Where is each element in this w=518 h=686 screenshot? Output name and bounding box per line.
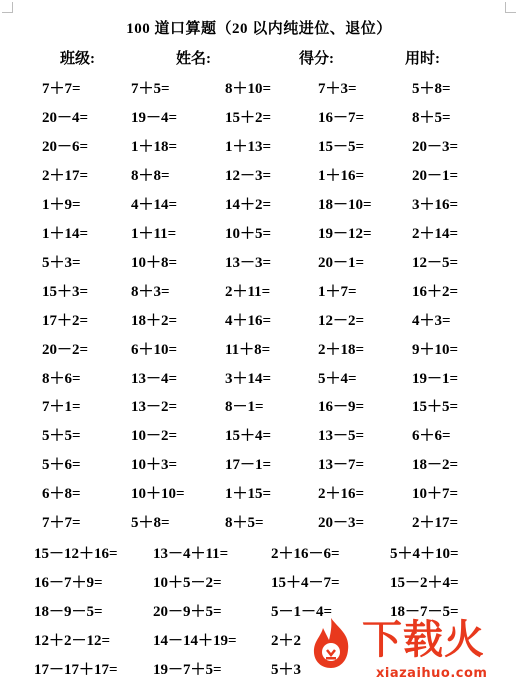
mixed-problem-r1-c2: 13－4＋11= — [153, 546, 229, 562]
problem-r1-c1: 7＋7= — [42, 81, 81, 97]
flame-logo-icon — [308, 616, 354, 670]
problem-r14-c3: 17－1= — [225, 457, 272, 473]
problem-r1-c4: 7＋3= — [318, 81, 357, 97]
problem-r7-c2: 10＋8= — [131, 255, 178, 271]
mixed-problem-r4-c2: 14－14＋19= — [153, 633, 237, 649]
score-label: 得分: — [299, 51, 334, 67]
mixed-problem-r3-c4: 18－7－5= — [390, 604, 459, 620]
problem-r11-c3: 3＋14= — [225, 371, 272, 387]
watermark-brand: 下载火 — [362, 617, 485, 663]
problem-r8-c1: 15＋3= — [42, 284, 89, 300]
problem-r16-c4: 20－3= — [318, 515, 365, 531]
problem-r3-c1: 20－6= — [42, 139, 89, 155]
mixed-problem-r4-c1: 12＋2－12= — [34, 633, 111, 649]
problem-r16-c3: 8＋5= — [225, 515, 264, 531]
problem-r9-c4: 12－2= — [318, 313, 365, 329]
problem-r14-c2: 10＋3= — [131, 457, 178, 473]
problem-r10-c2: 6＋10= — [131, 342, 178, 358]
problem-r2-c3: 15＋2= — [225, 110, 272, 126]
problem-r12-c4: 16－9= — [318, 399, 365, 415]
problem-r4-c1: 2＋17= — [42, 168, 89, 184]
problem-r14-c4: 13－7= — [318, 457, 365, 473]
problem-r3-c3: 1＋13= — [225, 139, 272, 155]
mixed-problem-r2-c2: 10＋5－2= — [153, 575, 222, 591]
mixed-problem-r1-c3: 2＋16－6= — [271, 546, 340, 562]
problem-r7-c3: 13－3= — [225, 255, 272, 271]
problem-r16-c5: 2＋17= — [412, 515, 459, 531]
problem-r12-c2: 13－2= — [131, 399, 178, 415]
problem-r11-c1: 8＋6= — [42, 371, 81, 387]
problem-r16-c2: 5＋8= — [131, 515, 170, 531]
problem-r2-c5: 8＋5= — [412, 110, 451, 126]
problem-r5-c1: 1＋9= — [42, 197, 81, 213]
problem-r12-c1: 7＋1= — [42, 399, 81, 415]
mixed-problem-r5-c2: 19－7＋5= — [153, 662, 222, 678]
problem-r11-c5: 19－1= — [412, 371, 459, 387]
problem-r8-c4: 1＋7= — [318, 284, 357, 300]
problem-r15-c1: 6＋8= — [42, 486, 81, 502]
problem-r7-c5: 12－5= — [412, 255, 459, 271]
mixed-problem-r5-c1: 17－17＋17= — [34, 662, 118, 678]
problem-r2-c4: 16－7= — [318, 110, 365, 126]
problem-r6-c4: 19－12= — [318, 226, 372, 242]
mixed-problem-r3-c2: 20－9＋5= — [153, 604, 222, 620]
problem-r1-c2: 7＋5= — [131, 81, 170, 97]
problem-r15-c2: 10＋10= — [131, 486, 185, 502]
problem-r6-c3: 10＋5= — [225, 226, 272, 242]
problem-r15-c5: 10＋7= — [412, 486, 459, 502]
problem-r3-c2: 1＋18= — [131, 139, 178, 155]
problem-r13-c4: 13－5= — [318, 428, 365, 444]
mixed-problem-r3-c1: 18－9－5= — [34, 604, 103, 620]
problem-r12-c3: 8－1= — [225, 399, 264, 415]
mixed-problem-r4-c3: 2＋2 — [271, 633, 302, 649]
problem-r5-c3: 14＋2= — [225, 197, 272, 213]
problem-r9-c5: 4＋3= — [412, 313, 451, 329]
problem-r1-c5: 5＋8= — [412, 81, 451, 97]
problem-r11-c2: 13－4= — [131, 371, 178, 387]
problem-r6-c1: 1＋14= — [42, 226, 89, 242]
problem-r8-c5: 16＋2= — [412, 284, 459, 300]
class-label: 班级: — [60, 51, 95, 67]
problem-r2-c1: 20－4= — [42, 110, 89, 126]
problem-r15-c4: 2＋16= — [318, 486, 365, 502]
problem-r15-c3: 1＋15= — [225, 486, 272, 502]
problem-r11-c4: 5＋4= — [318, 371, 357, 387]
mixed-problem-r1-c4: 5＋4＋10= — [390, 546, 459, 562]
name-label: 姓名: — [176, 51, 211, 67]
problem-r13-c1: 5＋5= — [42, 428, 81, 444]
problem-r4-c4: 1＋16= — [318, 168, 365, 184]
corner-crop-mark-right — [505, 2, 516, 13]
problem-r8-c2: 8＋3= — [131, 284, 170, 300]
problem-r3-c5: 20－3= — [412, 139, 459, 155]
problem-r5-c2: 4＋14= — [131, 197, 178, 213]
problem-r8-c3: 2＋11= — [225, 284, 271, 300]
problem-r12-c5: 15＋5= — [412, 399, 459, 415]
problem-r9-c3: 4＋16= — [225, 313, 272, 329]
problem-r4-c3: 12－3= — [225, 168, 272, 184]
problem-r2-c2: 19－4= — [131, 110, 178, 126]
watermark-url: xiazaihuo.com — [376, 666, 488, 681]
problem-r16-c1: 7＋7= — [42, 515, 81, 531]
problem-r5-c4: 18－10= — [318, 197, 372, 213]
problem-r13-c5: 6＋6= — [412, 428, 451, 444]
problem-r4-c5: 20－1= — [412, 168, 459, 184]
problem-r9-c1: 17＋2= — [42, 313, 89, 329]
mixed-problem-r2-c1: 16－7＋9= — [34, 575, 103, 591]
problem-r6-c2: 1＋11= — [131, 226, 177, 242]
mixed-problem-r2-c4: 15－2＋4= — [390, 575, 459, 591]
problem-r13-c3: 15＋4= — [225, 428, 272, 444]
mixed-problem-r2-c3: 15＋4－7= — [271, 575, 340, 591]
problem-r6-c5: 2＋14= — [412, 226, 459, 242]
problem-r14-c1: 5＋6= — [42, 457, 81, 473]
problem-r7-c4: 20－1= — [318, 255, 365, 271]
worksheet-title: 100 道口算题（20 以内纯进位、退位） — [126, 21, 392, 37]
site-watermark — [300, 612, 518, 686]
mixed-problem-r3-c3: 5－1－4= — [271, 604, 333, 620]
time-label: 用时: — [405, 51, 440, 67]
problem-r1-c3: 8＋10= — [225, 81, 272, 97]
problem-r5-c5: 3＋16= — [412, 197, 459, 213]
mixed-problem-r1-c1: 15－12＋16= — [34, 546, 118, 562]
problem-r4-c2: 8＋8= — [131, 168, 170, 184]
problem-r14-c5: 18－2= — [412, 457, 459, 473]
problem-r3-c4: 15－5= — [318, 139, 365, 155]
problem-r13-c2: 10－2= — [131, 428, 178, 444]
problem-r9-c2: 18＋2= — [131, 313, 178, 329]
problem-r10-c1: 20－2= — [42, 342, 89, 358]
corner-crop-mark-left — [2, 2, 13, 13]
problem-r10-c4: 2＋18= — [318, 342, 365, 358]
mixed-problem-r5-c3: 5＋3 — [271, 662, 302, 678]
problem-r10-c5: 9＋10= — [412, 342, 459, 358]
problem-r10-c3: 11＋8= — [225, 342, 271, 358]
problem-r7-c1: 5＋3= — [42, 255, 81, 271]
